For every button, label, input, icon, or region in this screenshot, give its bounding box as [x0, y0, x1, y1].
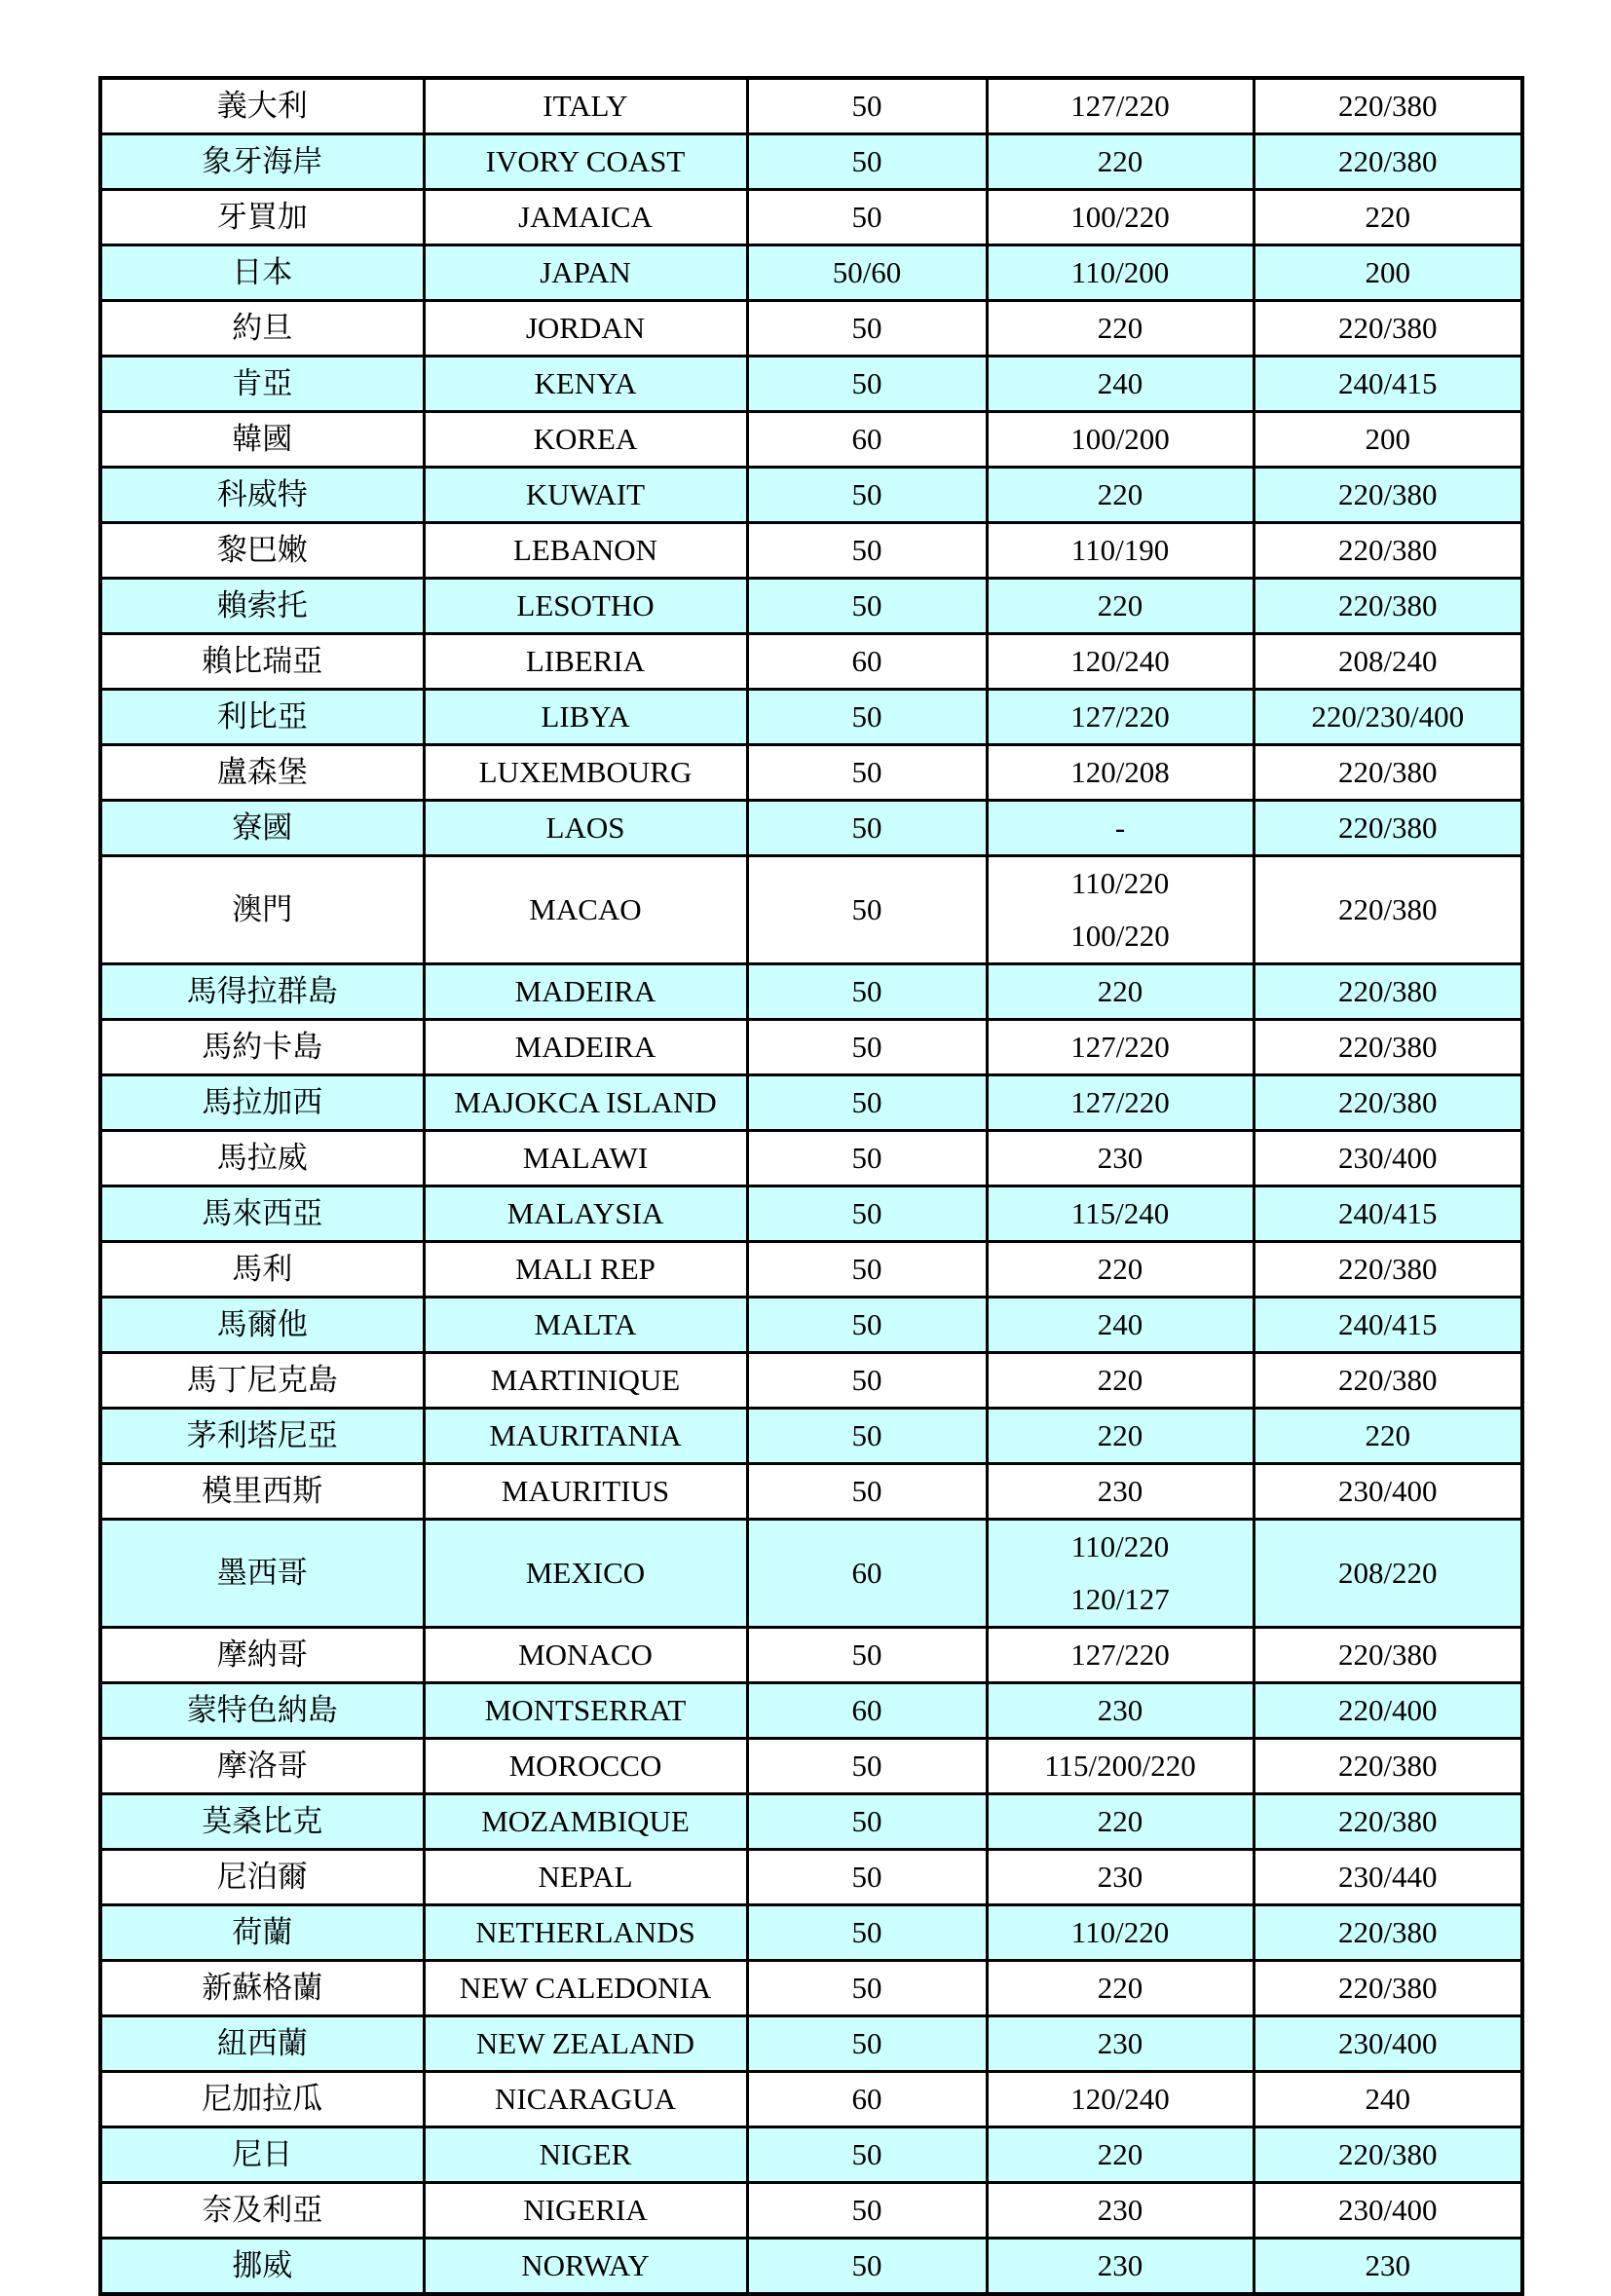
voltage-single-phase — [987, 1683, 1254, 1739]
voltage-three-phase: 220/380 — [1254, 745, 1522, 801]
table-row — [100, 1961, 1522, 2016]
voltage-value: 220 — [1097, 2137, 1143, 2171]
voltage-single-phase — [987, 245, 1254, 301]
country-name-en: JAPAN — [424, 245, 747, 301]
table-row — [100, 1298, 1522, 1353]
frequency-hz: 50 — [747, 856, 987, 964]
table-row — [100, 1520, 1522, 1628]
country-name-zh: 牙買加 — [100, 190, 424, 245]
voltage-single-phase — [987, 1186, 1254, 1242]
country-name-en: MACAO — [424, 856, 747, 964]
voltage-three-phase: 220/380 — [1254, 579, 1522, 634]
voltage-three-phase: 240/415 — [1254, 1298, 1522, 1353]
country-name-zh: 奈及利亞 — [100, 2183, 424, 2239]
voltage-three-phase: 220/380 — [1254, 801, 1522, 856]
frequency-hz: 50 — [747, 1242, 987, 1298]
table-row — [100, 357, 1522, 412]
country-name-en: IVORY COAST — [424, 134, 747, 190]
voltage-value: 120/208 — [1070, 755, 1170, 789]
country-name-zh: 挪威 — [100, 2239, 424, 2295]
table-row — [100, 412, 1522, 468]
voltage-value: 220 — [1097, 144, 1143, 178]
voltage-three-phase: 220 — [1254, 1409, 1522, 1464]
voltage-single-phase — [987, 523, 1254, 579]
country-name-zh: 模里西斯 — [100, 1464, 424, 1520]
country-name-zh: 肯亞 — [100, 357, 424, 412]
table-row — [100, 1075, 1522, 1131]
voltage-value: 110/220 — [1070, 1915, 1170, 1949]
frequency-hz: 50 — [747, 1409, 987, 1464]
country-name-zh: 尼日 — [100, 2127, 424, 2183]
country-name-en: ITALY — [424, 78, 747, 134]
table-row — [100, 2127, 1522, 2183]
country-name-zh: 黎巴嫩 — [100, 523, 424, 579]
country-name-zh: 象牙海岸 — [100, 134, 424, 190]
frequency-hz: 50 — [747, 2016, 987, 2072]
country-name-zh: 新蘇格蘭 — [100, 1961, 424, 2016]
frequency-hz: 50 — [747, 1628, 987, 1683]
country-name-en: KENYA — [424, 357, 747, 412]
frequency-hz: 50 — [747, 964, 987, 1020]
country-name-en: NICARAGUA — [424, 2072, 747, 2127]
country-name-zh: 蒙特色納島 — [100, 1683, 424, 1739]
country-name-en: MADEIRA — [424, 964, 747, 1020]
country-name-en: MOROCCO — [424, 1739, 747, 1794]
country-name-zh: 日本 — [100, 245, 424, 301]
country-name-zh: 馬利 — [100, 1242, 424, 1298]
table-row — [100, 190, 1522, 245]
country-name-en: KOREA — [424, 412, 747, 468]
country-name-zh: 盧森堡 — [100, 745, 424, 801]
country-name-en: LESOTHO — [424, 579, 747, 634]
country-name-zh: 利比亞 — [100, 690, 424, 745]
table-row — [100, 964, 1522, 1020]
voltage-single-phase — [987, 134, 1254, 190]
frequency-hz: 50 — [747, 190, 987, 245]
frequency-hz: 50 — [747, 1020, 987, 1075]
voltage-value: 127/220 — [1070, 1085, 1170, 1119]
frequency-hz: 60 — [747, 634, 987, 690]
voltage-value: 100/220 — [1070, 200, 1170, 234]
country-name-en: MOZAMBIQUE — [424, 1794, 747, 1850]
frequency-hz: 50 — [747, 745, 987, 801]
voltage-three-phase: 220/380 — [1254, 1353, 1522, 1409]
country-name-zh: 摩洛哥 — [100, 1739, 424, 1794]
voltage-single-phase — [987, 579, 1254, 634]
voltage-value: 115/240 — [1070, 1196, 1170, 1230]
voltage-three-phase: 230 — [1254, 2239, 1522, 2295]
table-row — [100, 1683, 1522, 1739]
voltage-single-phase — [987, 745, 1254, 801]
voltage-three-phase: 240/415 — [1254, 1186, 1522, 1242]
frequency-hz: 50 — [747, 78, 987, 134]
voltage-three-phase: 220/380 — [1254, 468, 1522, 523]
voltage-value: 110/190 — [1070, 533, 1170, 567]
country-name-zh: 賴索托 — [100, 579, 424, 634]
country-name-en: LIBYA — [424, 690, 747, 745]
country-name-zh: 馬得拉群島 — [100, 964, 424, 1020]
table-row — [100, 2239, 1522, 2295]
frequency-hz: 60 — [747, 1520, 987, 1628]
table-row — [100, 1850, 1522, 1905]
country-name-en: MARTINIQUE — [424, 1353, 747, 1409]
country-name-en: KUWAIT — [424, 468, 747, 523]
country-name-en: LAOS — [424, 801, 747, 856]
frequency-hz: 50 — [747, 1850, 987, 1905]
country-name-zh: 科威特 — [100, 468, 424, 523]
table-row — [100, 78, 1522, 134]
country-name-zh: 馬爾他 — [100, 1298, 424, 1353]
voltage-single-phase — [987, 78, 1254, 134]
voltage-table — [98, 76, 1524, 2296]
table-row — [100, 690, 1522, 745]
voltage-three-phase: 220/380 — [1254, 1739, 1522, 1794]
voltage-three-phase: 230/440 — [1254, 1850, 1522, 1905]
voltage-single-phase — [987, 2072, 1254, 2127]
voltage-value: 127/220 — [1070, 1030, 1170, 1064]
frequency-hz: 50 — [747, 579, 987, 634]
country-name-en: NEW CALEDONIA — [424, 1961, 747, 2016]
table-row — [100, 856, 1522, 964]
country-name-zh: 馬拉加西 — [100, 1075, 424, 1131]
voltage-value: 127/220 — [1070, 699, 1170, 734]
frequency-hz: 50 — [747, 1739, 987, 1794]
voltage-value: 220 — [1097, 974, 1143, 1008]
country-name-zh: 寮國 — [100, 801, 424, 856]
table-row — [100, 1739, 1522, 1794]
voltage-three-phase: 220/380 — [1254, 1628, 1522, 1683]
country-name-en: MONTSERRAT — [424, 1683, 747, 1739]
voltage-single-phase — [987, 2183, 1254, 2239]
voltage-value: 220 — [1097, 477, 1143, 511]
country-name-en: MADEIRA — [424, 1020, 747, 1075]
voltage-three-phase: 220/230/400 — [1254, 690, 1522, 745]
voltage-three-phase: 220/400 — [1254, 1683, 1522, 1739]
table-row — [100, 2016, 1522, 2072]
frequency-hz: 50 — [747, 1131, 987, 1186]
voltage-single-phase — [987, 1464, 1254, 1520]
table-row — [100, 1905, 1522, 1961]
voltage-value: 110/220 — [1070, 866, 1170, 900]
voltage-three-phase: 220/380 — [1254, 1020, 1522, 1075]
voltage-single-phase — [987, 2127, 1254, 2183]
voltage-three-phase: 240/415 — [1254, 357, 1522, 412]
country-name-zh: 摩納哥 — [100, 1628, 424, 1683]
country-name-en: JAMAICA — [424, 190, 747, 245]
frequency-hz: 50 — [747, 134, 987, 190]
voltage-value: 120/240 — [1070, 2082, 1170, 2116]
country-name-en: MONACO — [424, 1628, 747, 1683]
voltage-value: 110/200 — [1070, 255, 1170, 289]
country-name-zh: 韓國 — [100, 412, 424, 468]
voltage-three-phase: 220/380 — [1254, 1242, 1522, 1298]
table-row — [100, 1242, 1522, 1298]
country-name-zh: 馬丁尼克島 — [100, 1353, 424, 1409]
country-name-en: JORDAN — [424, 301, 747, 357]
voltage-three-phase: 208/240 — [1254, 634, 1522, 690]
country-name-en: NORWAY — [424, 2239, 747, 2295]
frequency-hz: 50 — [747, 1186, 987, 1242]
country-name-zh: 墨西哥 — [100, 1520, 424, 1628]
table-row — [100, 468, 1522, 523]
voltage-value: 240 — [1097, 366, 1143, 400]
voltage-three-phase: 220/380 — [1254, 301, 1522, 357]
country-name-zh: 荷蘭 — [100, 1905, 424, 1961]
country-name-en: MALAYSIA — [424, 1186, 747, 1242]
voltage-single-phase — [987, 1628, 1254, 1683]
frequency-hz: 60 — [747, 2072, 987, 2127]
voltage-single-phase — [987, 1020, 1254, 1075]
country-name-en: LIBERIA — [424, 634, 747, 690]
voltage-value: 110/220 — [1070, 1529, 1170, 1563]
country-name-en: MAURITANIA — [424, 1409, 747, 1464]
country-name-zh: 澳門 — [100, 856, 424, 964]
voltage-three-phase: 230/400 — [1254, 1464, 1522, 1520]
frequency-hz: 50 — [747, 801, 987, 856]
country-name-en: NETHERLANDS — [424, 1905, 747, 1961]
country-name-zh: 尼加拉瓜 — [100, 2072, 424, 2127]
country-name-en: NEPAL — [424, 1850, 747, 1905]
voltage-three-phase: 230/400 — [1254, 2016, 1522, 2072]
table-row — [100, 2183, 1522, 2239]
voltage-single-phase — [987, 1298, 1254, 1353]
voltage-three-phase: 200 — [1254, 245, 1522, 301]
voltage-value: 120/127 — [1070, 1582, 1170, 1616]
voltage-value: 220 — [1097, 1252, 1143, 1286]
country-name-zh: 馬拉威 — [100, 1131, 424, 1186]
voltage-three-phase: 230/400 — [1254, 2183, 1522, 2239]
frequency-hz: 50 — [747, 301, 987, 357]
voltage-single-phase — [987, 1242, 1254, 1298]
voltage-value: 120/240 — [1070, 644, 1170, 678]
voltage-three-phase: 220/380 — [1254, 1961, 1522, 2016]
table-row — [100, 245, 1522, 301]
voltage-single-phase — [987, 190, 1254, 245]
frequency-hz: 50 — [747, 1794, 987, 1850]
voltage-value: 220 — [1097, 311, 1143, 345]
country-name-zh: 賴比瑞亞 — [100, 634, 424, 690]
voltage-value: 100/200 — [1070, 422, 1170, 456]
table-row — [100, 1628, 1522, 1683]
voltage-three-phase: 208/220 — [1254, 1520, 1522, 1628]
voltage-single-phase — [987, 801, 1254, 856]
country-name-zh: 紐西蘭 — [100, 2016, 424, 2072]
frequency-hz: 50 — [747, 2183, 987, 2239]
country-name-zh: 莫桑比克 — [100, 1794, 424, 1850]
table-row — [100, 1409, 1522, 1464]
voltage-value: 230 — [1097, 1474, 1143, 1508]
frequency-hz: 50 — [747, 468, 987, 523]
table-row — [100, 634, 1522, 690]
voltage-three-phase: 220/380 — [1254, 1794, 1522, 1850]
voltage-single-phase — [987, 1131, 1254, 1186]
voltage-value: 230 — [1097, 1693, 1143, 1727]
voltage-value: 220 — [1097, 588, 1143, 622]
voltage-value: 230 — [1097, 2193, 1143, 2227]
country-name-en: NEW ZEALAND — [424, 2016, 747, 2072]
voltage-three-phase: 220/380 — [1254, 1075, 1522, 1131]
frequency-hz: 50 — [747, 2239, 987, 2295]
voltage-single-phase — [987, 468, 1254, 523]
table-row — [100, 801, 1522, 856]
table-row — [100, 134, 1522, 190]
country-name-en: MALI REP — [424, 1242, 747, 1298]
frequency-hz: 50 — [747, 1961, 987, 2016]
frequency-hz: 50 — [747, 1353, 987, 1409]
country-name-en: LUXEMBOURG — [424, 745, 747, 801]
voltage-single-phase — [987, 1794, 1254, 1850]
voltage-single-phase — [987, 412, 1254, 468]
country-name-en: NIGER — [424, 2127, 747, 2183]
voltage-single-phase — [987, 1409, 1254, 1464]
voltage-value: 220 — [1097, 1418, 1143, 1452]
country-name-en: MAURITIUS — [424, 1464, 747, 1520]
voltage-three-phase: 220/380 — [1254, 1905, 1522, 1961]
voltage-three-phase: 240 — [1254, 2072, 1522, 2127]
frequency-hz: 50 — [747, 1075, 987, 1131]
voltage-single-phase — [987, 1353, 1254, 1409]
frequency-hz: 60 — [747, 412, 987, 468]
voltage-value: 127/220 — [1070, 89, 1170, 123]
voltage-value: 230 — [1097, 1141, 1143, 1175]
voltage-single-phase — [987, 634, 1254, 690]
voltage-single-phase — [987, 301, 1254, 357]
voltage-three-phase: 220/380 — [1254, 2127, 1522, 2183]
frequency-hz: 50 — [747, 690, 987, 745]
table-row — [100, 1794, 1522, 1850]
country-name-en: MALTA — [424, 1298, 747, 1353]
voltage-single-phase — [987, 1961, 1254, 2016]
voltage-value: 220 — [1097, 1804, 1143, 1838]
voltage-three-phase: 220/380 — [1254, 964, 1522, 1020]
voltage-value: 115/200/220 — [1044, 1749, 1196, 1783]
voltage-value: 230 — [1097, 2026, 1143, 2060]
frequency-hz: 50 — [747, 2127, 987, 2183]
voltage-value: 220 — [1097, 1971, 1143, 2005]
table-row — [100, 1353, 1522, 1409]
voltage-three-phase: 220/380 — [1254, 78, 1522, 134]
voltage-three-phase: 230/400 — [1254, 1131, 1522, 1186]
voltage-single-phase — [987, 1520, 1254, 1628]
voltage-value: 230 — [1097, 1860, 1143, 1894]
table-row — [100, 745, 1522, 801]
voltage-single-phase — [987, 1850, 1254, 1905]
table-row — [100, 1020, 1522, 1075]
country-name-en: MALAWI — [424, 1131, 747, 1186]
voltage-three-phase: 220 — [1254, 190, 1522, 245]
table-body — [100, 78, 1522, 2294]
country-name-zh: 約旦 — [100, 301, 424, 357]
country-name-zh: 茅利塔尼亞 — [100, 1409, 424, 1464]
voltage-value: 127/220 — [1070, 1637, 1170, 1672]
country-name-en: LEBANON — [424, 523, 747, 579]
table-row — [100, 523, 1522, 579]
voltage-value: 220 — [1097, 1363, 1143, 1397]
country-name-zh: 尼泊爾 — [100, 1850, 424, 1905]
country-name-en: MAJOKCA ISLAND — [424, 1075, 747, 1131]
table-row — [100, 301, 1522, 357]
frequency-hz: 50 — [747, 1905, 987, 1961]
voltage-three-phase: 220/380 — [1254, 856, 1522, 964]
country-name-zh: 義大利 — [100, 78, 424, 134]
country-name-en: NIGERIA — [424, 2183, 747, 2239]
frequency-hz: 50 — [747, 357, 987, 412]
frequency-hz: 50 — [747, 523, 987, 579]
voltage-single-phase — [987, 2239, 1254, 2295]
frequency-hz: 50 — [747, 1298, 987, 1353]
voltage-value: - — [1114, 810, 1126, 845]
voltage-three-phase: 220/380 — [1254, 523, 1522, 579]
frequency-hz: 50/60 — [747, 245, 987, 301]
voltage-single-phase — [987, 856, 1254, 964]
table-row — [100, 1464, 1522, 1520]
voltage-single-phase — [987, 357, 1254, 412]
voltage-three-phase: 200 — [1254, 412, 1522, 468]
table-row — [100, 2072, 1522, 2127]
table-row — [100, 1186, 1522, 1242]
voltage-single-phase — [987, 2016, 1254, 2072]
voltage-single-phase — [987, 690, 1254, 745]
table-row — [100, 579, 1522, 634]
voltage-value: 230 — [1097, 2248, 1143, 2282]
voltage-single-phase — [987, 964, 1254, 1020]
frequency-hz: 60 — [747, 1683, 987, 1739]
country-name-en: MEXICO — [424, 1520, 747, 1628]
voltage-three-phase: 220/380 — [1254, 134, 1522, 190]
voltage-single-phase — [987, 1905, 1254, 1961]
country-name-zh: 馬來西亞 — [100, 1186, 424, 1242]
voltage-single-phase — [987, 1075, 1254, 1131]
voltage-single-phase — [987, 1739, 1254, 1794]
voltage-value: 100/220 — [1070, 919, 1170, 953]
frequency-hz: 50 — [747, 1464, 987, 1520]
voltage-value: 240 — [1097, 1307, 1143, 1341]
table-row — [100, 1131, 1522, 1186]
country-name-zh: 馬約卡島 — [100, 1020, 424, 1075]
